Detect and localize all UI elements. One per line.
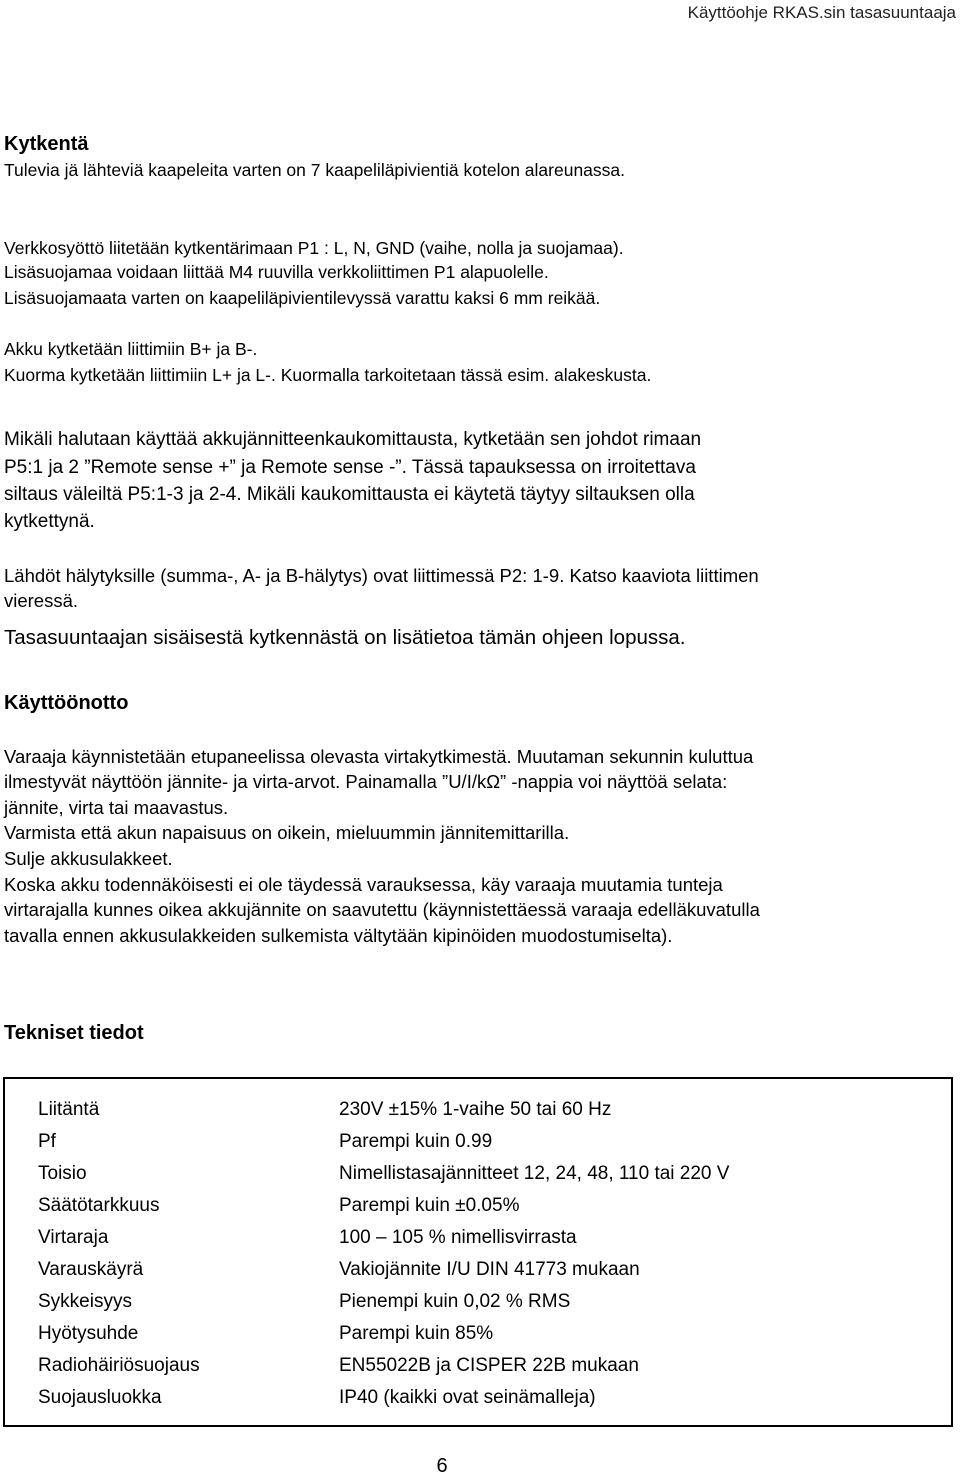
spec-value: 100 – 105 % nimellisvirrasta (339, 1227, 577, 1248)
paragraph-alarms-line-2: vieressä. (4, 590, 79, 611)
spec-value: IP40 (kaikki ovat seinämalleja) (339, 1387, 596, 1408)
spec-value: Parempi kuin ±0.05% (339, 1195, 520, 1216)
spec-label: Suojausluokka (38, 1387, 162, 1408)
paragraph-remote-sense-line-1: Mikäli halutaan käyttää akkujännitteenkaukomittausta, kytketään sen johdot rimaan (4, 429, 702, 450)
spec-label: Hyötysuhde (38, 1323, 139, 1344)
spec-value: Pienempi kuin 0,02 % RMS (339, 1291, 571, 1312)
commissioning-line-4: Varmista että akun napaisuus on oikein, mieluummin jännitemittarilla. (4, 822, 570, 843)
section-heading-tekniset-tiedot: Tekniset tiedot (4, 1022, 144, 1044)
spec-label: Varauskäyrä (38, 1259, 144, 1280)
page-number: 6 (436, 1455, 448, 1477)
spec-value: Parempi kuin 85% (339, 1323, 494, 1344)
spec-label: Virtaraja (38, 1227, 109, 1248)
section-heading-kayttoonotto: Käyttöönotto (4, 692, 129, 714)
paragraph-remote-sense-line-3: siltaus väleiltä P5:1-3 ja 2-4. Mikäli kaukomittausta ei käytetä täytyy siltauksen olla (4, 484, 695, 505)
spec-label: Toisio (38, 1163, 87, 1184)
spec-label: Sykkeisyys (38, 1291, 132, 1312)
page-header-title: Käyttöohje RKAS.sin tasasuuntaaja (687, 3, 956, 22)
section-heading-kytkenta: Kytkentä (4, 133, 89, 155)
commissioning-line-2: ilmestyvät näyttöön jännite- ja virta-arvot. Painamalla ”U/I/kΩ” -nappia voi näyttöä selata: (4, 771, 728, 792)
spec-label: Säätötarkkuus (38, 1195, 160, 1216)
paragraph-alarms-line-1: Lähdöt hälytyksille (summa-, A- ja B-hälytys) ovat liittimessä P2: 1-9. Katso kaaviota liittimen (4, 565, 759, 586)
spec-value: Parempi kuin 0.99 (339, 1131, 493, 1152)
commissioning-line-1: Varaaja käynnistetään etupaneelissa olevasta virtakytkimestä. Muutaman sekunnin kuluttua (4, 746, 754, 767)
commissioning-line-5: Sulje akkusulakkeet. (4, 848, 173, 869)
paragraph-cable-entries: Tulevia jä lähteviä kaapeleita varten on 7 kaapeliläpivientiä kotelon alareunassa. (4, 160, 626, 180)
spec-value: EN55022B ja CISPER 22B mukaan (339, 1355, 639, 1376)
spec-value: 230V ±15% 1-vaihe 50 tai 60 Hz (339, 1099, 612, 1120)
commissioning-line-6: Koska akku todennäköisesti ei ole täydessä varauksessa, käy varaaja muutamia tunteja (4, 874, 723, 895)
paragraph-mains-line-3: Lisäsuojamaata varten on kaapeliläpivientilevyssä varattu kaksi 6 mm reikää. (4, 288, 601, 308)
technical-specifications-table (3, 1077, 953, 1427)
paragraph-battery-line-2: Kuorma kytketään liittimiin L+ ja L-. Kuormalla tarkoitetaan tässä esim. alakeskusta. (4, 365, 652, 385)
spec-label: Liitäntä (38, 1099, 100, 1120)
paragraph-mains-line-2: Lisäsuojamaa voidaan liittää M4 ruuvilla verkkoliittimen P1 alapuolelle. (4, 262, 549, 282)
spec-value: Nimellistasajännitteet 12, 24, 48, 110 tai 220 V (339, 1163, 730, 1184)
paragraph-internal-wiring: Tasasuuntaajan sisäisestä kytkennästä on lisätietoa tämän ohjeen lopussa. (4, 626, 686, 649)
paragraph-battery-line-1: Akku kytketään liittimiin B+ ja B-. (4, 339, 258, 359)
commissioning-line-7: virtarajalla kunnes oikea akkujännite on saavutettu (käynnistettäessä varaaja edelläkuvatulla (4, 899, 760, 920)
spec-label: Radiohäiriösuojaus (38, 1355, 200, 1376)
paragraph-remote-sense-line-4: kytkettynä. (4, 511, 95, 532)
commissioning-line-3: jännite, virta tai maavastus. (4, 797, 229, 818)
commissioning-line-8: tavalla ennen akkusulakkeiden sulkemista vältytään kipinöiden muodostumiselta). (4, 925, 673, 946)
paragraph-remote-sense-line-2: P5:1 ja 2 ”Remote sense +” ja Remote sense -”. Tässä tapauksessa on irroitettava (4, 457, 696, 478)
spec-value: Vakiojännite I/U DIN 41773 mukaan (339, 1259, 640, 1280)
spec-label: Pf (38, 1131, 56, 1152)
paragraph-mains-line-1: Verkkosyöttö liitetään kytkentärimaan P1 : L, N, GND (vaihe, nolla ja suojamaa). (4, 238, 624, 258)
